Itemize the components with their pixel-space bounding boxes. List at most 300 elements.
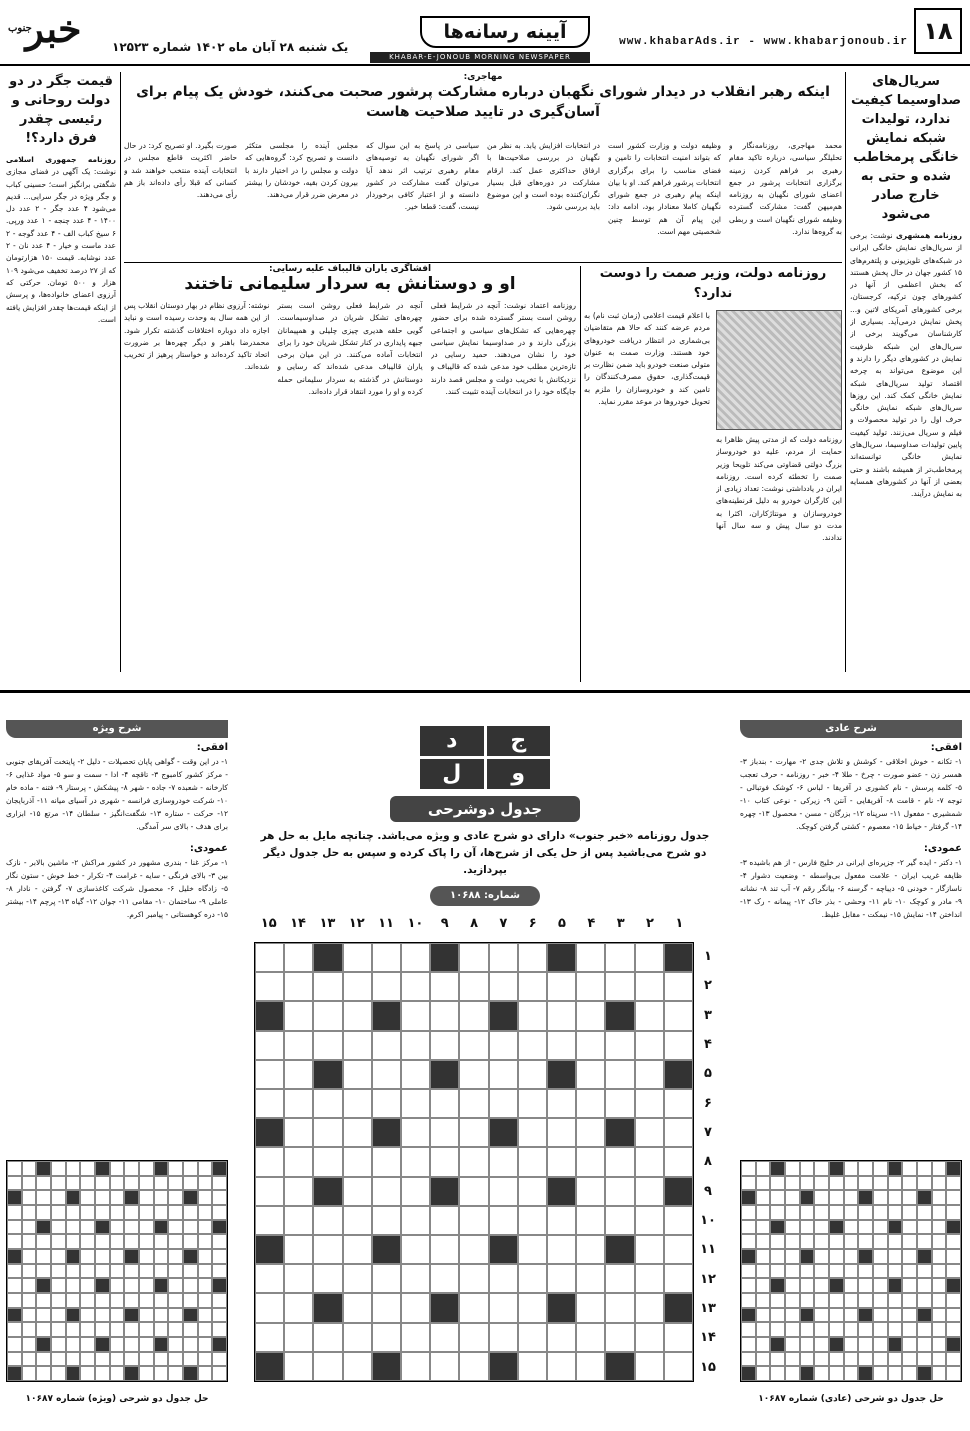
grid-cell[interactable] — [343, 1001, 372, 1030]
solution-cell — [756, 1308, 771, 1323]
grid-cell[interactable] — [401, 943, 430, 972]
grid-cell[interactable] — [459, 1001, 488, 1030]
grid-cell[interactable] — [518, 943, 547, 972]
grid-cell[interactable] — [664, 1001, 693, 1030]
solution-cell — [829, 1352, 844, 1367]
grid-cell[interactable] — [343, 1264, 372, 1293]
grid-cell[interactable] — [489, 1001, 518, 1030]
solution-cell — [829, 1322, 844, 1337]
solution-cell — [917, 1337, 932, 1352]
grid-cell[interactable] — [313, 1264, 342, 1293]
grid-cell[interactable] — [459, 1293, 488, 1322]
solution-cell — [22, 1190, 37, 1205]
grid-cell[interactable] — [343, 1177, 372, 1206]
grid-cell[interactable] — [459, 1060, 488, 1089]
grid-cell[interactable] — [547, 1177, 576, 1206]
grid-cell[interactable] — [372, 1089, 401, 1118]
solution-cell — [844, 1293, 859, 1308]
grid-cell[interactable] — [518, 1031, 547, 1060]
grid-cell[interactable] — [284, 1177, 313, 1206]
grid-cell[interactable] — [284, 1293, 313, 1322]
grid-cell[interactable] — [401, 1060, 430, 1089]
solution-cell — [66, 1308, 81, 1323]
grid-cell[interactable] — [255, 1352, 284, 1381]
grid-cell[interactable] — [576, 1352, 605, 1381]
grid-cell[interactable] — [605, 1177, 634, 1206]
grid-cell[interactable] — [664, 1147, 693, 1176]
grid-cell[interactable] — [576, 1293, 605, 1322]
grid-cell[interactable] — [635, 1118, 664, 1147]
grid-cell[interactable] — [635, 1147, 664, 1176]
grid-cell[interactable] — [547, 1001, 576, 1030]
regular-label: شرح عادی — [740, 720, 962, 738]
grid-cell[interactable] — [489, 1293, 518, 1322]
solution-cell — [785, 1220, 800, 1235]
solution-cell — [36, 1176, 51, 1191]
grid-cell[interactable] — [343, 1323, 372, 1352]
grid-cell[interactable] — [605, 1147, 634, 1176]
grid-cell[interactable] — [284, 1264, 313, 1293]
grid-cell[interactable] — [664, 1206, 693, 1235]
grid-cell[interactable] — [459, 1235, 488, 1264]
solution-cell — [139, 1249, 154, 1264]
grid-cell[interactable] — [284, 1147, 313, 1176]
grid-cell[interactable] — [284, 1089, 313, 1118]
grid-cell[interactable] — [605, 1293, 634, 1322]
solution-cell — [95, 1337, 110, 1352]
grid-cell[interactable] — [372, 1323, 401, 1352]
solution-cell — [22, 1322, 37, 1337]
grid-cell[interactable] — [547, 1293, 576, 1322]
grid-cell[interactable] — [255, 1118, 284, 1147]
crossword-logo — [420, 726, 550, 788]
grid-cell[interactable] — [459, 1118, 488, 1147]
story-col: روزنامه اعتماد نوشت: آنچه در شرایط فعلی روشن است بستر گسترده شده برای حضور چهره‌هایی که تشکل‌های سیاسی و اجتماعی بزرگی دارند و در صداوسیما نمایش سیاسی خود را نشان می‌دهند. حمید رسایی در تازه‌ترین مطلب خود مدعی شده که قالیباف و نزدیکانش با تخریب دولت و مجلس قصد دارند جایگاه خود را در انتخابات آینده تثبیت کنند. — [430, 301, 576, 397]
grid-cell[interactable] — [605, 1235, 634, 1264]
logo-letter: ل — [420, 759, 484, 789]
solution-cell — [844, 1278, 859, 1293]
grid-cell[interactable] — [547, 1323, 576, 1352]
grid-cell[interactable] — [664, 1177, 693, 1206]
grid-cell[interactable] — [459, 972, 488, 1001]
grid-cell[interactable] — [489, 1089, 518, 1118]
grid-cell[interactable] — [489, 1177, 518, 1206]
grid-cell[interactable] — [313, 972, 342, 1001]
grid-cell[interactable] — [343, 972, 372, 1001]
solution-cell — [888, 1264, 903, 1279]
row-number: ۸ — [704, 1154, 712, 1170]
grid-cell[interactable] — [547, 1031, 576, 1060]
grid-cell[interactable] — [576, 1060, 605, 1089]
solution-cell — [51, 1352, 66, 1367]
grid-cell[interactable] — [489, 1235, 518, 1264]
grid-cell[interactable] — [547, 1118, 576, 1147]
grid-cell[interactable] — [343, 1118, 372, 1147]
grid-cell[interactable] — [401, 1177, 430, 1206]
grid-cell[interactable] — [635, 1352, 664, 1381]
grid-cell[interactable] — [576, 1031, 605, 1060]
grid-cell[interactable] — [664, 972, 693, 1001]
grid-cell[interactable] — [343, 943, 372, 972]
grid-cell[interactable] — [547, 1089, 576, 1118]
grid-cell[interactable] — [401, 1147, 430, 1176]
grid-cell[interactable] — [401, 1031, 430, 1060]
grid-cell[interactable] — [284, 1235, 313, 1264]
grid-cell[interactable] — [430, 1235, 459, 1264]
grid-cell[interactable] — [255, 1235, 284, 1264]
solution-cell — [198, 1264, 213, 1279]
grid-cell[interactable] — [605, 1031, 634, 1060]
grid-cell[interactable] — [401, 1206, 430, 1235]
solution-cell — [741, 1366, 756, 1381]
grid-cell[interactable] — [518, 1118, 547, 1147]
grid-cell[interactable] — [255, 1001, 284, 1030]
solution-cell — [756, 1205, 771, 1220]
grid-cell[interactable] — [518, 972, 547, 1001]
solution-cell — [800, 1278, 815, 1293]
grid-cell[interactable] — [459, 1323, 488, 1352]
grid-cell[interactable] — [635, 1264, 664, 1293]
solution-cell — [902, 1176, 917, 1191]
solution-cell — [873, 1264, 888, 1279]
grid-cell[interactable] — [635, 1031, 664, 1060]
solution-grid — [740, 1160, 962, 1382]
solution-cell — [946, 1234, 961, 1249]
grid-cell[interactable] — [343, 1352, 372, 1381]
grid-cell[interactable] — [547, 1206, 576, 1235]
grid-cell[interactable] — [255, 1031, 284, 1060]
grid-cell[interactable] — [518, 1177, 547, 1206]
grid-cell[interactable] — [343, 1060, 372, 1089]
grid-cell[interactable] — [635, 1089, 664, 1118]
grid-cell[interactable] — [313, 1235, 342, 1264]
grid-cell[interactable] — [372, 1118, 401, 1147]
column-number: ۱۳ — [319, 916, 336, 931]
grid-cell[interactable] — [489, 972, 518, 1001]
grid-cell[interactable] — [343, 1293, 372, 1322]
grid-cell[interactable] — [313, 1001, 342, 1030]
grid-cell[interactable] — [576, 1177, 605, 1206]
newspaper-logo — [6, 4, 101, 56]
grid-cell[interactable] — [547, 943, 576, 972]
grid-cell[interactable] — [635, 1177, 664, 1206]
grid-cell[interactable] — [547, 1352, 576, 1381]
grid-cell[interactable] — [284, 972, 313, 1001]
grid-cell[interactable] — [605, 1060, 634, 1089]
grid-cell[interactable] — [605, 1206, 634, 1235]
grid-cell[interactable] — [518, 1206, 547, 1235]
grid-cell[interactable] — [401, 1001, 430, 1030]
grid-cell[interactable] — [313, 1089, 342, 1118]
grid-cell[interactable] — [489, 1323, 518, 1352]
grid-cell[interactable] — [255, 1323, 284, 1352]
grid-cell[interactable] — [430, 1147, 459, 1176]
grid-cell[interactable] — [547, 1060, 576, 1089]
solution-cell — [946, 1337, 961, 1352]
grid-cell[interactable] — [459, 1031, 488, 1060]
solution-cell — [844, 1249, 859, 1264]
solution-cell — [36, 1161, 51, 1176]
grid-cell[interactable] — [313, 1031, 342, 1060]
grid-cell[interactable] — [459, 1177, 488, 1206]
grid-cell[interactable] — [664, 1089, 693, 1118]
grid-cell[interactable] — [489, 943, 518, 972]
grid-cell[interactable] — [664, 1031, 693, 1060]
grid-cell[interactable] — [635, 1323, 664, 1352]
solution-cell — [844, 1176, 859, 1191]
grid-cell[interactable] — [430, 1264, 459, 1293]
solution-cell — [139, 1205, 154, 1220]
grid-cell[interactable] — [372, 1293, 401, 1322]
solution-cell — [873, 1205, 888, 1220]
solution-cell — [154, 1176, 169, 1191]
grid-cell[interactable] — [547, 972, 576, 1001]
grid-cell[interactable] — [372, 1177, 401, 1206]
grid-cell[interactable] — [255, 1089, 284, 1118]
grid-cell[interactable] — [372, 1264, 401, 1293]
grid-cell[interactable] — [518, 1264, 547, 1293]
solution-cell — [858, 1322, 873, 1337]
grid-cell[interactable] — [518, 1001, 547, 1030]
column-number: ۷ — [499, 916, 508, 931]
solution-cell — [917, 1322, 932, 1337]
grid-cell[interactable] — [489, 1118, 518, 1147]
grid-cell[interactable] — [518, 1323, 547, 1352]
grid-cell[interactable] — [401, 972, 430, 1001]
grid-cell[interactable] — [313, 1352, 342, 1381]
grid-cell[interactable] — [430, 972, 459, 1001]
right-column — [850, 72, 962, 672]
solution-cell — [124, 1176, 139, 1191]
column-number: ۱۵ — [260, 916, 277, 931]
solution-cell — [124, 1249, 139, 1264]
grid-cell[interactable] — [313, 1323, 342, 1352]
grid-cell[interactable] — [284, 1118, 313, 1147]
grid-cell[interactable] — [255, 1147, 284, 1176]
grid-cell[interactable] — [430, 1177, 459, 1206]
grid-cell[interactable] — [489, 1206, 518, 1235]
grid-cell[interactable] — [605, 1323, 634, 1352]
grid-cell[interactable] — [489, 1060, 518, 1089]
grid-cell[interactable] — [518, 1147, 547, 1176]
grid-cell[interactable] — [605, 1264, 634, 1293]
solution-cell — [212, 1249, 227, 1264]
solution-cell — [183, 1366, 198, 1381]
grid-cell[interactable] — [430, 1352, 459, 1381]
grid-cell[interactable] — [430, 1089, 459, 1118]
grid-cell[interactable] — [430, 1323, 459, 1352]
grid-cell[interactable] — [459, 1352, 488, 1381]
grid-cell[interactable] — [605, 943, 634, 972]
grid-cell[interactable] — [401, 1089, 430, 1118]
grid-cell[interactable] — [255, 943, 284, 972]
grid-cell[interactable] — [430, 1293, 459, 1322]
grid-cell[interactable] — [401, 1323, 430, 1352]
grid-cell[interactable] — [313, 943, 342, 972]
solution-cell — [22, 1205, 37, 1220]
grid-cell[interactable] — [635, 943, 664, 972]
solution-cell — [785, 1293, 800, 1308]
grid-cell[interactable] — [255, 1264, 284, 1293]
grid-cell[interactable] — [547, 1147, 576, 1176]
solution-cell — [51, 1337, 66, 1352]
grid-cell[interactable] — [372, 1206, 401, 1235]
grid-cell[interactable] — [635, 1060, 664, 1089]
story-mohajeri — [124, 72, 842, 260]
grid-cell[interactable] — [255, 1177, 284, 1206]
grid-cell[interactable] — [372, 1147, 401, 1176]
solution-cell — [844, 1352, 859, 1367]
solution-cell — [814, 1366, 829, 1381]
row-number: ۷ — [704, 1125, 712, 1141]
grid-cell[interactable] — [372, 1235, 401, 1264]
grid-cell[interactable] — [255, 1206, 284, 1235]
solution-cell — [800, 1234, 815, 1249]
grid-cell[interactable] — [576, 943, 605, 972]
grid-cell[interactable] — [576, 1206, 605, 1235]
grid-cell[interactable] — [635, 972, 664, 1001]
grid-cell[interactable] — [343, 1235, 372, 1264]
grid-cell[interactable] — [284, 1031, 313, 1060]
grid-cell[interactable] — [284, 1323, 313, 1352]
solution-cell — [51, 1278, 66, 1293]
solution-cell — [95, 1264, 110, 1279]
grid-cell[interactable] — [430, 1001, 459, 1030]
grid-cell[interactable] — [372, 1060, 401, 1089]
grid-cell[interactable] — [401, 1264, 430, 1293]
grid-cell[interactable] — [372, 943, 401, 972]
grid-cell[interactable] — [313, 1293, 342, 1322]
grid-cell[interactable] — [518, 1352, 547, 1381]
grid-cell[interactable] — [372, 1001, 401, 1030]
grid-cell[interactable] — [313, 1177, 342, 1206]
grid-cell[interactable] — [605, 1118, 634, 1147]
grid-cell[interactable] — [664, 1323, 693, 1352]
grid-cell[interactable] — [576, 1118, 605, 1147]
grid-cell[interactable] — [401, 1235, 430, 1264]
grid-cell[interactable] — [664, 1235, 693, 1264]
solution-cell — [66, 1161, 81, 1176]
grid-cell[interactable] — [664, 943, 693, 972]
grid-cell[interactable] — [576, 1323, 605, 1352]
solution-cell — [770, 1264, 785, 1279]
grid-cell[interactable] — [664, 1264, 693, 1293]
grid-cell[interactable] — [255, 972, 284, 1001]
grid-cell[interactable] — [372, 1031, 401, 1060]
grid-cell[interactable] — [313, 1206, 342, 1235]
solution-cell — [829, 1220, 844, 1235]
grid-cell[interactable] — [430, 1118, 459, 1147]
solution-cell — [902, 1337, 917, 1352]
grid-cell[interactable] — [459, 943, 488, 972]
grid-cell[interactable] — [343, 1031, 372, 1060]
grid-cell[interactable] — [343, 1206, 372, 1235]
grid-cell[interactable] — [430, 1206, 459, 1235]
grid-cell[interactable] — [605, 1089, 634, 1118]
grid-cell[interactable] — [284, 1001, 313, 1030]
solution-cell — [756, 1220, 771, 1235]
grid-cell[interactable] — [489, 1147, 518, 1176]
grid-cell[interactable] — [430, 943, 459, 972]
grid-cell[interactable] — [576, 972, 605, 1001]
grid-cell[interactable] — [459, 1206, 488, 1235]
grid-cell[interactable] — [313, 1060, 342, 1089]
grid-cell[interactable] — [255, 1060, 284, 1089]
grid-cell[interactable] — [635, 1001, 664, 1030]
grid-cell[interactable] — [547, 1235, 576, 1264]
grid-cell[interactable] — [489, 1264, 518, 1293]
grid-cell[interactable] — [664, 1352, 693, 1381]
grid-cell[interactable] — [459, 1264, 488, 1293]
grid-cell[interactable] — [664, 1060, 693, 1089]
grid-cell[interactable] — [635, 1206, 664, 1235]
grid-cell[interactable] — [284, 1060, 313, 1089]
grid-cell[interactable] — [635, 1293, 664, 1322]
grid-cell[interactable] — [489, 1352, 518, 1381]
grid-cell[interactable] — [284, 943, 313, 972]
solution-cell — [66, 1264, 81, 1279]
solution-cell — [770, 1278, 785, 1293]
grid-cell[interactable] — [313, 1147, 342, 1176]
grid-cell[interactable] — [635, 1235, 664, 1264]
grid-cell[interactable] — [459, 1089, 488, 1118]
grid-cell[interactable] — [518, 1089, 547, 1118]
grid-cell[interactable] — [401, 1352, 430, 1381]
grid-cell[interactable] — [576, 1001, 605, 1030]
grid-cell[interactable] — [372, 972, 401, 1001]
grid-cell[interactable] — [664, 1293, 693, 1322]
grid-cell[interactable] — [489, 1031, 518, 1060]
solution-cell — [7, 1366, 22, 1381]
grid-cell[interactable] — [343, 1147, 372, 1176]
grid-cell[interactable] — [343, 1089, 372, 1118]
crossword-grid[interactable] — [254, 942, 694, 1382]
grid-cell[interactable] — [576, 1089, 605, 1118]
grid-cell[interactable] — [401, 1293, 430, 1322]
grid-cell[interactable] — [576, 1235, 605, 1264]
grid-cell[interactable] — [284, 1206, 313, 1235]
grid-cell[interactable] — [284, 1352, 313, 1381]
grid-cell[interactable] — [576, 1147, 605, 1176]
grid-cell[interactable] — [664, 1118, 693, 1147]
grid-cell[interactable] — [255, 1293, 284, 1322]
grid-cell[interactable] — [605, 972, 634, 1001]
grid-cell[interactable] — [605, 1352, 634, 1381]
grid-cell[interactable] — [605, 1001, 634, 1030]
grid-cell[interactable] — [518, 1060, 547, 1089]
grid-cell[interactable] — [313, 1118, 342, 1147]
story-columns — [124, 140, 842, 254]
grid-cell[interactable] — [547, 1264, 576, 1293]
grid-cell[interactable] — [372, 1352, 401, 1381]
grid-cell[interactable] — [401, 1118, 430, 1147]
solution-cell — [7, 1337, 22, 1352]
grid-cell[interactable] — [518, 1235, 547, 1264]
grid-cell[interactable] — [430, 1031, 459, 1060]
solution-cell — [66, 1293, 81, 1308]
site-urls[interactable]: www.khabarAds.ir - www.khabarjonoub.ir — [619, 36, 908, 48]
grid-cell[interactable] — [576, 1264, 605, 1293]
solution-cell — [888, 1293, 903, 1308]
grid-cell[interactable] — [430, 1060, 459, 1089]
solution-cell — [858, 1161, 873, 1176]
solution-cell — [785, 1176, 800, 1191]
solution-cell — [212, 1176, 227, 1191]
grid-cell[interactable] — [459, 1147, 488, 1176]
grid-cell[interactable] — [518, 1293, 547, 1322]
solution-cell — [858, 1308, 873, 1323]
solution-cell — [183, 1322, 198, 1337]
